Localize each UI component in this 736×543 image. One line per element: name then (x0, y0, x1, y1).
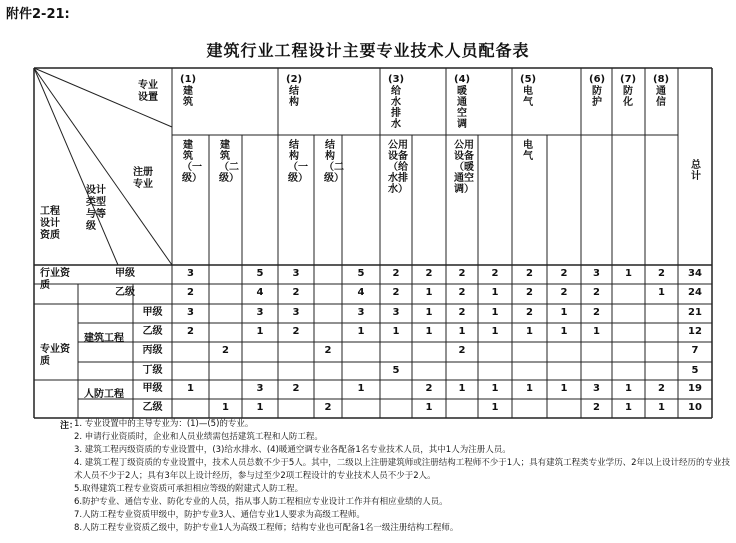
table-cell: 1 (625, 383, 632, 394)
table-cell: 2 (292, 287, 300, 298)
group-jianzhu-gongcheng: 建筑工程 (84, 333, 124, 344)
table-cell: 1 (357, 326, 365, 337)
notes-list (62, 418, 734, 535)
table-cell: 2 (593, 287, 600, 298)
table-cell: 1 (425, 402, 433, 413)
table-cell: 3 (357, 307, 365, 318)
table-cell: 2 (324, 402, 332, 413)
table-cell: 1 (491, 287, 499, 298)
sub-header: 建筑（一级） (182, 140, 202, 184)
major-num: (6) (589, 74, 606, 85)
major-name: 给水排水 (391, 86, 401, 130)
table-cell: 12 (688, 326, 702, 337)
sub-header: 结构（二级） (324, 140, 344, 184)
major-num: (7) (620, 74, 637, 85)
table-cell: 10 (688, 402, 702, 413)
table-cell: 34 (688, 268, 702, 279)
row-level: 乙级 (142, 326, 163, 337)
table-cell: 2 (292, 383, 300, 394)
table-cell: 19 (688, 383, 702, 394)
major-name: 建筑 (183, 86, 193, 108)
table-cell: 1 (256, 402, 264, 413)
table-cell: 1 (658, 402, 665, 413)
sub-header: 结构（一级） (288, 140, 308, 184)
table-cell: 2 (324, 345, 332, 356)
table-cell: 3 (187, 307, 194, 318)
major-num: (2) (286, 74, 303, 85)
table-cell: 3 (392, 307, 400, 318)
table-cell: 1 (392, 326, 400, 337)
table-cell: 1 (458, 383, 466, 394)
table-cell: 1 (357, 383, 365, 394)
sub-header: 电气 (523, 140, 533, 162)
major-num: (5) (520, 74, 537, 85)
table-cell: 1 (187, 383, 194, 394)
sub-header: 公用设备（暖通空调） (454, 140, 474, 195)
table-cell: 2 (425, 383, 433, 394)
row-level: 乙级 (142, 402, 163, 413)
header-total: 总计 (691, 160, 701, 182)
table-cell: 1 (425, 307, 433, 318)
sub-header: 公用设备（给水排水） (388, 140, 408, 195)
note-item: 6.防护专业、通信专业、防化专业的人员，指从事人防工程相应专业设计工作并有相应业绩的人员。 (74, 497, 448, 507)
table-cell: 2 (458, 307, 466, 318)
table-cell: 3 (256, 383, 264, 394)
header-zhuce-zhuanye: 注册专业 (133, 167, 153, 190)
table-cell: 1 (593, 326, 600, 337)
table-cell: 1 (425, 326, 433, 337)
table-cell: 1 (625, 268, 632, 279)
note-item: 4. 建筑工程丁级资质的专业设置中，技术人员总数不少于5人。其中，二级以上注册建筑师或注册结构工程师不少于1人；具有建筑工程类专业学历、2年以上设计经历的专业技术人员不少于2人；具有3年以上设计经历，参与过至少2项工程设计的专业技术人员不少于2人。 (74, 458, 731, 481)
table-cell: 1 (491, 383, 499, 394)
table-cell: 7 (691, 345, 699, 356)
table-cell: 21 (688, 307, 702, 318)
table-cell: 5 (392, 365, 400, 376)
notes-label: 注： (60, 421, 79, 431)
table-cell: 3 (292, 268, 300, 279)
group-hangye-zizhi: 行业资质 (40, 268, 70, 291)
table-cell: 1 (560, 383, 568, 394)
table-cell: 2 (222, 345, 229, 356)
note-item: 3. 建筑工程丙级资质的专业设置中，(3)给水排水、(4)暖通空调专业各配备1名专业技术人员，其中1人为注册人员。 (74, 445, 511, 455)
table-cell: 1 (491, 402, 499, 413)
table-cell: 2 (392, 268, 400, 279)
table-cell: 1 (658, 287, 665, 298)
table-cell: 2 (658, 383, 665, 394)
major-num: (8) (653, 74, 670, 85)
table-cell: 3 (593, 383, 600, 394)
table-cell: 4 (256, 287, 264, 298)
table-cell: 1 (491, 307, 499, 318)
sub-header: 建筑（二级） (219, 140, 239, 184)
note-item: 1. 专业设置中的主导专业为：(1)—(5)的专业。 (74, 419, 254, 429)
table-cell: 24 (688, 287, 702, 298)
table-cell: 5 (357, 268, 365, 279)
row-level: 丁级 (142, 365, 163, 376)
group-zhuanye-zizhi: 专业资质 (40, 344, 70, 367)
table-cell: 2 (593, 402, 600, 413)
row-level: 丙级 (142, 345, 163, 356)
table-cell: 3 (187, 268, 194, 279)
table-cell: 2 (458, 268, 466, 279)
row-level: 甲级 (115, 268, 135, 279)
table-cell: 1 (458, 326, 466, 337)
table-cell: 2 (526, 307, 533, 318)
note-item: 2. 申请行业资质时，企业和人员业绩需包括建筑工程和人防工程。 (74, 432, 323, 442)
table-cell: 2 (526, 287, 533, 298)
table-cell: 1 (222, 402, 229, 413)
major-name: 电气 (523, 86, 533, 108)
major-name: 通信 (656, 86, 666, 108)
table-cell: 2 (392, 287, 400, 298)
attachment-label: 附件2-21: (6, 7, 70, 22)
table-cell: 5 (691, 365, 699, 376)
table-cell: 1 (625, 402, 632, 413)
major-name: 结构 (289, 86, 299, 108)
row-level: 甲级 (142, 383, 163, 394)
table-cell: 5 (256, 268, 264, 279)
table-cell: 1 (491, 326, 499, 337)
table-cell: 3 (593, 268, 600, 279)
table-cell: 2 (491, 268, 499, 279)
table-cell: 1 (425, 287, 433, 298)
table-cell: 2 (458, 345, 466, 356)
table-cell: 2 (458, 287, 466, 298)
note-item: 7.人防工程专业资质甲级中，防护专业3人、通信专业1人要求为高级工程师。 (74, 510, 365, 520)
table-cell: 2 (526, 268, 533, 279)
header-sheji-leixing: 设计类型与等级 (86, 185, 106, 232)
table-cell: 4 (357, 287, 365, 298)
header-gongcheng-zizhi: 工程设计资质 (40, 206, 60, 241)
major-num: (1) (180, 74, 197, 85)
table-cell: 2 (658, 268, 665, 279)
table-cell: 3 (256, 307, 264, 318)
table-cell: 1 (560, 326, 568, 337)
table-cell: 2 (593, 307, 600, 318)
major-name: 暖通空调 (457, 86, 467, 130)
note-item: 5.取得建筑工程专业资质可承担相应等级的附建式人防工程。 (74, 484, 304, 494)
table-cell: 3 (292, 307, 300, 318)
table-cell: 1 (526, 383, 533, 394)
table-cell: 2 (187, 287, 194, 298)
group-renfang-gongcheng: 人防工程 (84, 389, 124, 400)
page-title: 建筑行业工程设计主要专业技术人员配备表 (206, 41, 530, 60)
major-num: (3) (388, 74, 405, 85)
note-item: 8.人防工程专业资质乙级中，防护专业1人为高级工程师；结构专业也可配备1名一级注册结构工程师。 (74, 523, 459, 533)
major-num: (4) (454, 74, 471, 85)
row-level: 乙级 (115, 287, 135, 298)
table-cell: 1 (560, 307, 568, 318)
table-cell: 1 (256, 326, 264, 337)
header-zhuanye-shezhi: 专业设置 (138, 80, 158, 103)
table-cell: 2 (425, 268, 433, 279)
table-cell: 2 (560, 287, 568, 298)
major-name: 防化 (623, 86, 633, 108)
table-cell: 2 (560, 268, 568, 279)
major-name: 防护 (592, 86, 602, 108)
table-cell: 2 (187, 326, 194, 337)
row-level: 甲级 (142, 307, 163, 318)
table-cell: 1 (526, 326, 533, 337)
table-cell: 2 (292, 326, 300, 337)
